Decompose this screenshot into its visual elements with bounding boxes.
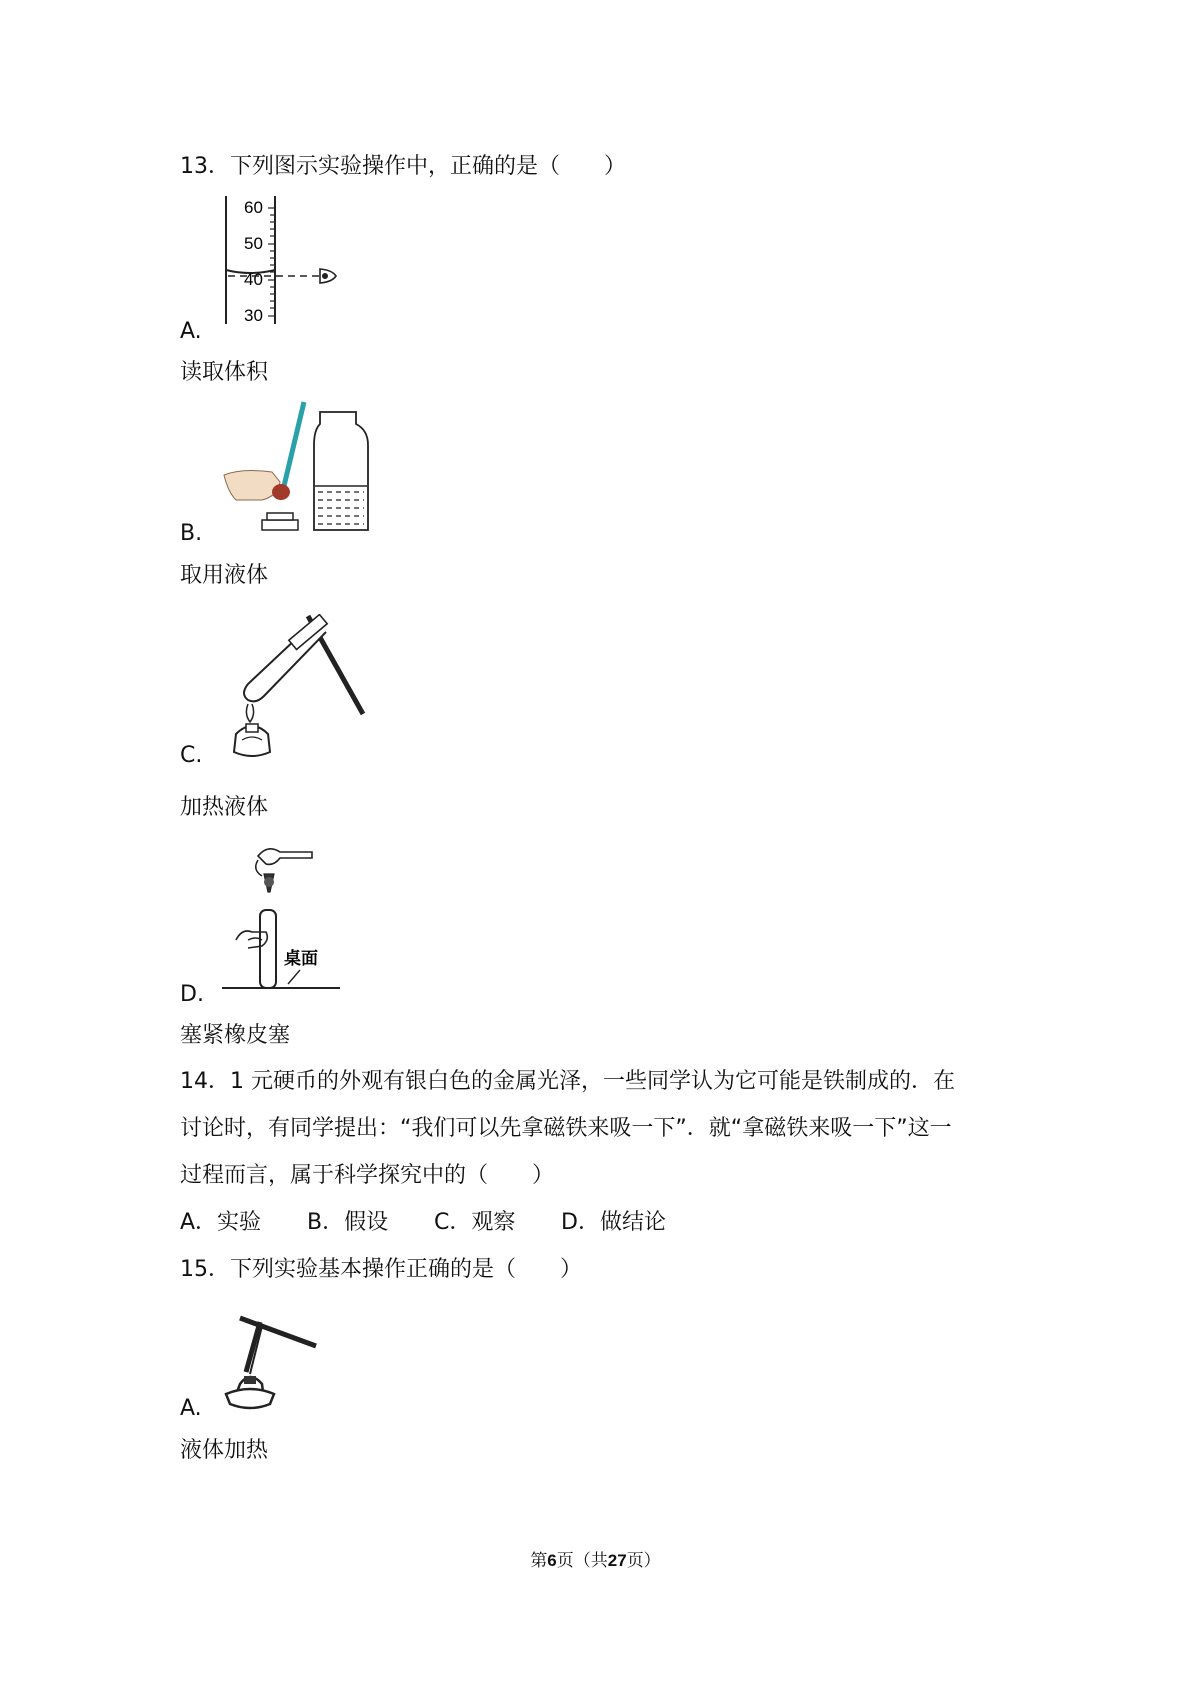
footer-page-number: 6 [547,1551,557,1570]
option-b-caption: 取用液体 [180,563,269,588]
option-d-letter: D. [180,982,204,1007]
footer-total-pages: 27 [607,1551,627,1570]
q14-option-b: B．假设 [307,1210,389,1235]
q15-option-a-caption: 液体加热 [180,1438,269,1463]
footer-suffix: 页） [626,1551,661,1571]
option-c-caption: 加热液体 [180,795,269,820]
footer-prefix: 第 [530,1551,548,1571]
scale-label-50: 50 [244,234,263,253]
footer-middle: 页（共 [556,1551,608,1571]
option-d-caption: 塞紧橡皮塞 [180,1023,291,1048]
dropper-bottle-figure [222,400,372,540]
scale-label-40: 40 [244,270,263,289]
page-footer [0,1546,1191,1571]
question-14-stem-line-1: 14．1 元硬币的外观有银白色的金属光泽，一些同学认为它可能是铁制成的．在 [180,1069,955,1094]
question-14-stem-line-3: 过程而言，属于科学探究中的（ ） [180,1163,555,1188]
liquid-heating-figure [220,1304,320,1414]
scale-label-60: 60 [244,198,263,217]
desk-surface-label: 桌面 [284,949,318,969]
q14-option-d: D．做结论 [561,1210,666,1235]
option-b-letter: B. [180,521,203,546]
q15-option-a-letter: A. [180,1396,202,1421]
option-a-letter: A. [180,319,202,344]
option-a-caption: 读取体积 [180,360,269,385]
q14-option-c: C．观察 [434,1210,516,1235]
question-13-stem: 13．下列图示实验操作中，正确的是（ ） [180,154,626,179]
heating-test-tube-figure [218,614,368,764]
question-14-options [180,1208,666,1238]
question-15-stem: 15．下列实验基本操作正确的是（ ） [180,1257,582,1282]
graduated-cylinder-figure [220,196,350,326]
scale-label-30: 30 [244,306,263,325]
q14-option-a: A．实验 [180,1210,262,1235]
rubber-stopper-figure [222,844,342,1004]
question-14-stem-line-2: 讨论时，有同学提出：“我们可以先拿磁铁来吸一下”．就“拿磁铁来吸一下”这一 [180,1116,952,1141]
option-c-letter: C. [180,743,203,768]
eye-icon [320,269,336,283]
